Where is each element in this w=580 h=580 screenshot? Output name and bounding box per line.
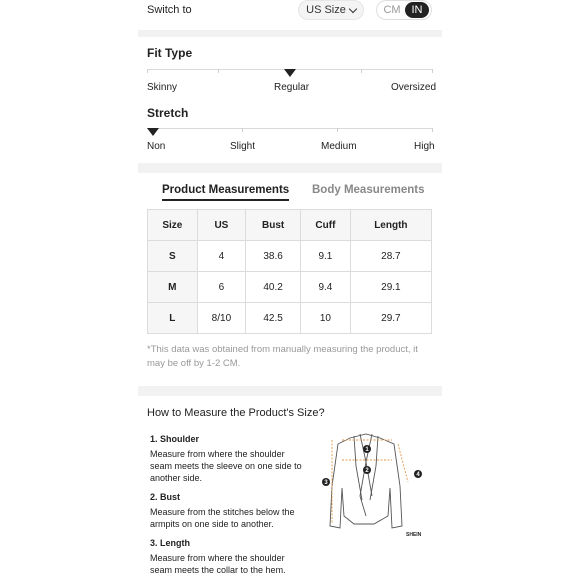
fit-scale-tick [432, 69, 433, 73]
marker-4-label: 4 [416, 472, 420, 478]
measurements-table [147, 209, 432, 334]
fit-stretch-panel [138, 37, 442, 163]
table-row [148, 272, 432, 303]
measure-steps [150, 433, 302, 580]
table-row [148, 241, 432, 272]
marker-2-label: 2 [365, 468, 369, 474]
unit-in-option[interactable]: IN [405, 2, 429, 18]
cell-size: S [148, 241, 198, 272]
fit-scale-tick [361, 69, 362, 73]
cell-cuff: 10 [301, 303, 351, 334]
header-cuff: Cuff [301, 210, 351, 241]
header-bust: Bust [246, 210, 301, 241]
tab-product-measurements[interactable]: Product Measurements [162, 184, 290, 196]
cell-us: 8/10 [197, 303, 245, 334]
cell-us: 6 [197, 272, 245, 303]
stretch-scale-tick [432, 128, 433, 132]
stretch-scale-tick [337, 128, 338, 132]
stretch-label-slight: Slight [230, 141, 256, 152]
unit-toggle[interactable] [376, 0, 432, 20]
cell-length: 28.7 [350, 241, 431, 272]
how-to-measure-panel [138, 396, 442, 580]
header-us: US [197, 210, 245, 241]
table-header-row [148, 210, 432, 241]
chevron-down-icon [349, 4, 357, 12]
stretch-label-non: Non [147, 141, 166, 152]
stretch-scale-tick [242, 128, 243, 132]
step-heading: 3. Length [150, 538, 190, 548]
unit-cm-option[interactable]: CM [383, 4, 401, 16]
cell-bust: 42.5 [246, 303, 301, 334]
fit-scale-tick [147, 69, 148, 73]
size-system-value: US Size [306, 4, 346, 16]
cell-bust: 38.6 [246, 241, 301, 272]
size-guide-column [138, 0, 442, 580]
fit-label-skinny: Skinny [147, 82, 178, 93]
step-description: Measure from the stitches below the armpits on one side to another. [150, 507, 295, 529]
stretch-label-high: High [414, 141, 435, 152]
header-length: Length [350, 210, 431, 241]
step-description: Measure from where the shoulder seam meets the collar to the hem. [150, 553, 286, 575]
cell-us: 4 [197, 241, 245, 272]
marker-3-label: 3 [324, 480, 328, 486]
cell-length: 29.7 [350, 303, 431, 334]
blazer-measure-diagram [314, 426, 424, 538]
fit-scale-tick [218, 69, 219, 73]
unit-switch-row [138, 0, 442, 30]
cell-cuff: 9.4 [301, 272, 351, 303]
tab-body-measurements[interactable]: Body Measurements [312, 184, 425, 196]
measurements-panel [138, 173, 442, 386]
cell-length: 29.1 [350, 272, 431, 303]
switch-label: Switch to [147, 4, 192, 16]
brand-logo: SHEIN [406, 532, 422, 538]
measurement-note: *This data was obtained from manually measuring the product, it may be off by 1-2 CM. [147, 344, 418, 369]
cell-size: L [148, 303, 198, 334]
stretch-title: Stretch [147, 106, 189, 120]
cell-size: M [148, 272, 198, 303]
step-description: Measure from where the shoulder seam meets the sleeve on one side to another side. [150, 449, 302, 483]
header-size: Size [148, 210, 198, 241]
fit-label-oversized: Oversized [391, 82, 437, 93]
stretch-marker [147, 128, 159, 136]
table-row [148, 303, 432, 334]
cell-bust: 40.2 [246, 272, 301, 303]
cell-cuff: 9.1 [301, 241, 351, 272]
size-system-select[interactable] [298, 0, 364, 20]
fit-label-regular: Regular [274, 82, 310, 93]
fit-type-title: Fit Type [147, 46, 193, 60]
step-heading: 2. Bust [150, 492, 181, 502]
fit-type-marker [284, 69, 296, 77]
how-to-title: How to Measure the Product's Size? [147, 407, 325, 419]
marker-1-label: 1 [365, 447, 369, 453]
step-heading: 1. Shoulder [150, 434, 200, 444]
stretch-label-medium: Medium [321, 141, 357, 152]
stretch-scale [147, 128, 433, 129]
